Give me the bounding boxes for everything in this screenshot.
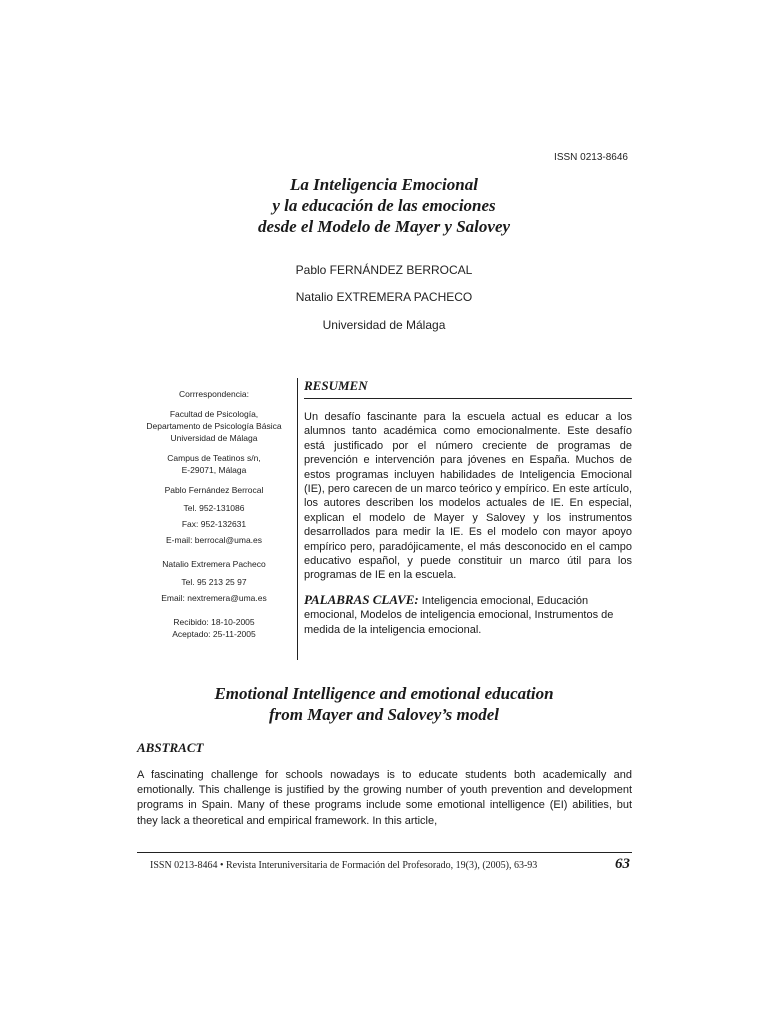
- author1-tel: Tel. 952-131086: [183, 503, 245, 513]
- title-line-2: y la educación de las emociones: [272, 196, 496, 215]
- received-date: Recibido: 18-10-2005: [173, 617, 255, 627]
- keywords-label: PALABRAS CLAVE:: [304, 591, 419, 607]
- campus-line: Campus de Teatinos s/n,: [167, 453, 261, 463]
- campus-address: [132, 452, 296, 476]
- en-title-line-2: from Mayer and Salovey’s model: [268, 705, 500, 724]
- footer-rule: [137, 852, 632, 853]
- author2-name: Natalio Extremera Pacheco: [162, 559, 266, 569]
- correspondence-sidebar: [132, 388, 296, 648]
- author2-tel: Tel. 95 213 25 97: [181, 577, 247, 587]
- issn-header: ISSN 0213-8646: [554, 152, 628, 163]
- footer-citation: ISSN 0213-8464 • Revista Interuniversitaria de Formación del Profesorado, 19(3), (2005), 63-93: [150, 860, 538, 871]
- correspondence-label: Corrrespondencia:: [179, 389, 249, 399]
- campus-line: E-29071, Málaga: [181, 465, 247, 475]
- abstract-body: A fascinating challenge for schools nowadays is to educate students both academically and emotionally. This challenge is justified by the growing number of youth prevention and development programs in Spain. Many of these programs include some emotional intelligence (EI) abilities, but they lack a theoretical and empirical framework. In this article,: [137, 769, 632, 827]
- author1-name: Pablo Fernández Berrocal: [164, 485, 264, 495]
- author2-email[interactable]: Email: nextremera@uma.es: [161, 593, 267, 603]
- resumen-heading: RESUMEN: [304, 378, 632, 399]
- article-title-en: [0, 683, 768, 725]
- title-line-3: desde el Modelo de Mayer y Salovey: [257, 217, 511, 236]
- title-line-1: La Inteligencia Emocional: [290, 175, 478, 194]
- address-line: Universidad de Málaga: [170, 433, 258, 443]
- keywords: [304, 593, 632, 637]
- author1-email[interactable]: E-mail: berrocal@uma.es: [165, 535, 263, 545]
- author1-fax: Fax: 952-132631: [181, 519, 247, 529]
- address-line: Departamento de Psicología Básica: [146, 421, 282, 431]
- resumen-body: Un desafío fascinante para la escuela actual es educar a los alumnos tanto académica como emocionalmente. Este desafío está justificado por el número creciente de programas de prevención e intervención para jóvenes en España. Muchos de estos programas incluyen habilidades de Inteligencia Emocional (IE), pero carecen de un marco teórico y empírico. En este artículo, los autores describen los modelos actuales de IE. En especial, explican el modelo de Mayer y Salovey y los instrumentos desarrollados para medir la IE. Es el modelo con mayor apoyo empírico pero, paradójicamente, el más desconocido en el campo educativo español, y puede constituir un marco útil para los programas de IE en la escuela.: [304, 411, 632, 582]
- page-number: 63: [615, 856, 630, 872]
- column-divider: [297, 378, 298, 660]
- abstract-heading: ABSTRACT: [137, 740, 204, 755]
- correspondence-address: [132, 408, 296, 444]
- keywords-text: Inteligencia emocional, Educación emocional, Modelos de inteligencia emocional, Instrumentos de medida de la inteligencia emocional.: [304, 594, 614, 636]
- author-2: Natalio EXTREMERA PACHECO: [295, 290, 473, 304]
- author1-contact: [132, 484, 296, 546]
- en-title-line-1: Emotional Intelligence and emotional education: [214, 684, 554, 703]
- affiliation: Universidad de Málaga: [322, 318, 446, 332]
- accepted-date: Aceptado: 25-11-2005: [172, 629, 256, 639]
- author2-contact: [132, 558, 296, 604]
- address-line: Facultad de Psicología,: [169, 409, 259, 419]
- article-title-es: [0, 174, 768, 237]
- resumen-section: [304, 378, 632, 637]
- dates: [132, 616, 296, 640]
- author-1: Pablo FERNÁNDEZ BERROCAL: [295, 263, 473, 277]
